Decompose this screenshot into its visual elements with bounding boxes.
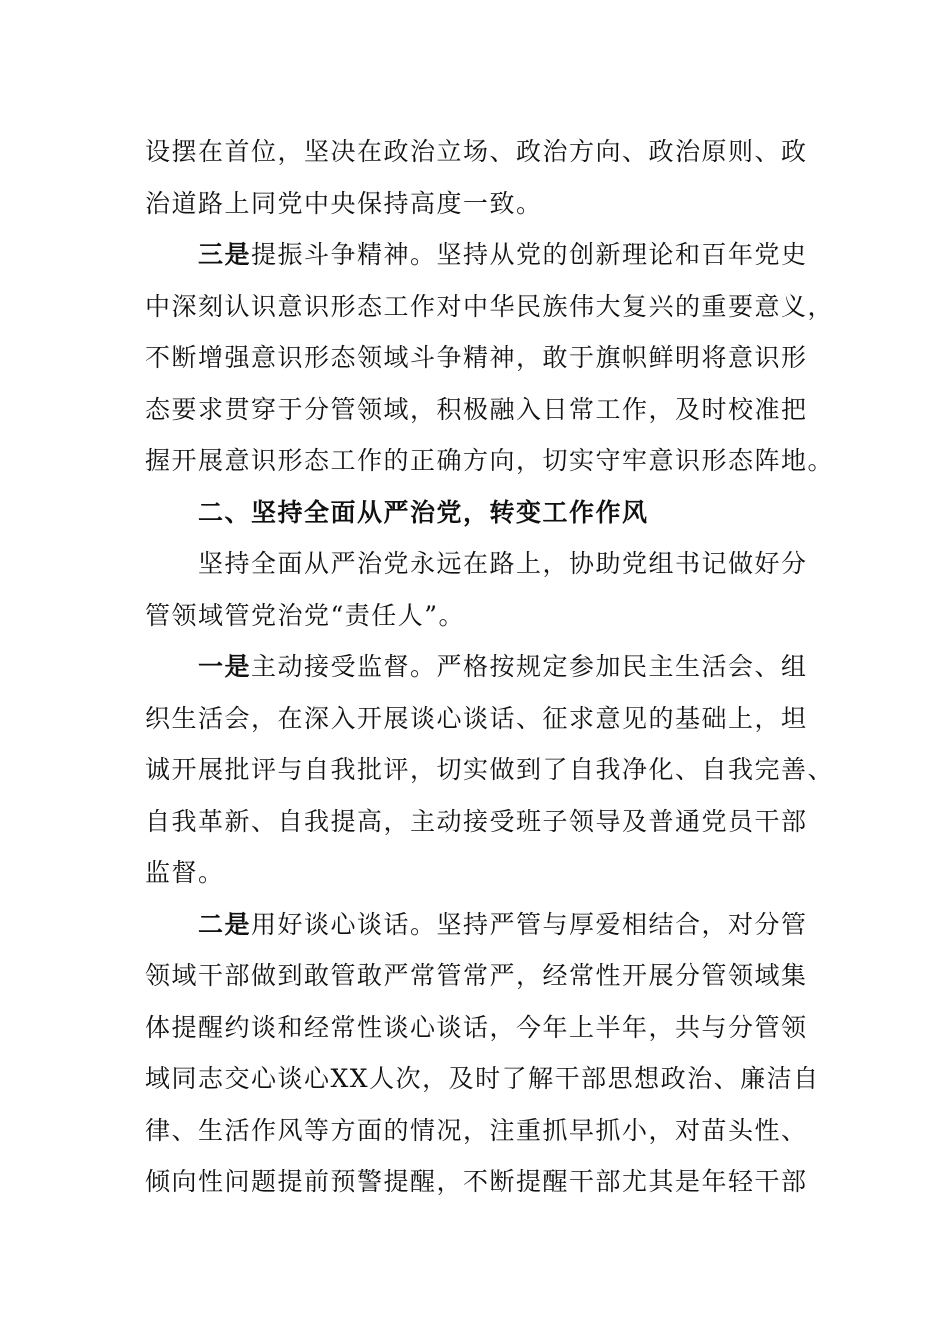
text-line: 律、生活作风等方面的情况，注重抓早抓小，对苗头性、 <box>145 1115 808 1145</box>
text-line: 自我革新、自我提高，主动接受班子领导及普通党员干部 <box>145 806 808 836</box>
text-line: 中深刻认识意识形态工作对中华民族伟大复兴的重要意义， <box>145 291 835 321</box>
text-line: 管领域管党治党“责任人”。 <box>145 600 466 630</box>
text-line: 坚持全面从严治党永远在路上，协助党组书记做好分 <box>198 549 808 578</box>
text-line: 握开展意识形态工作的正确方向，切实守牢意识形态阵地。 <box>145 446 835 475</box>
paragraph-text: 主动接受监督。严格按规定参加民主生活会、组 <box>251 652 808 681</box>
paragraph-text: 用好谈心谈话。坚持严管与厚爱相结合，对分管 <box>251 909 808 939</box>
paragraph-lead: 三是 <box>198 240 252 269</box>
paragraph-lead: 二是 <box>198 909 252 939</box>
text-line: 治道路上同党中央保持高度一致。 <box>145 188 543 218</box>
text-line: 倾向性问题提前预警提醒，不断提醒干部尤其是年轻干部 <box>145 1167 808 1196</box>
text-line: 域同志交心谈心XX人次，及时了解干部思想政治、廉洁自 <box>145 1064 820 1093</box>
text-line: 诚开展批评与自我批评，切实做到了自我净化、自我完善、 <box>145 755 835 784</box>
document-page <box>145 126 835 1208</box>
text-line: 领域干部做到敢管敢严常管常严，经常性开展分管领域集 <box>145 961 808 990</box>
text-line: 设摆在首位，坚决在政治立场、政治方向、政治原则、政 <box>145 137 808 166</box>
paragraph-text: 提振斗争精神。坚持从党的创新理论和百年党史 <box>251 240 808 269</box>
text-line: 织生活会，在深入开展谈心谈话、征求意见的基础上，坦 <box>145 703 808 733</box>
text-line: 监督。 <box>145 858 225 887</box>
text-line: 体提醒约谈和经常性谈心谈话，今年上半年，共与分管领 <box>145 1012 808 1042</box>
paragraph-san-first-line <box>145 229 808 281</box>
text-line: 态要求贯穿于分管领域，积极融入日常工作，及时校准把 <box>145 394 808 424</box>
text-line: 不断增强意识形态领域斗争精神，敢于旗帜鲜明将意识形 <box>145 343 808 372</box>
paragraph-er-first-line <box>145 899 808 951</box>
section-heading: 二、坚持全面从严治党，转变工作作风 <box>198 497 649 527</box>
paragraph-lead: 一是 <box>198 652 252 681</box>
paragraph-yi-first-line <box>145 641 808 693</box>
